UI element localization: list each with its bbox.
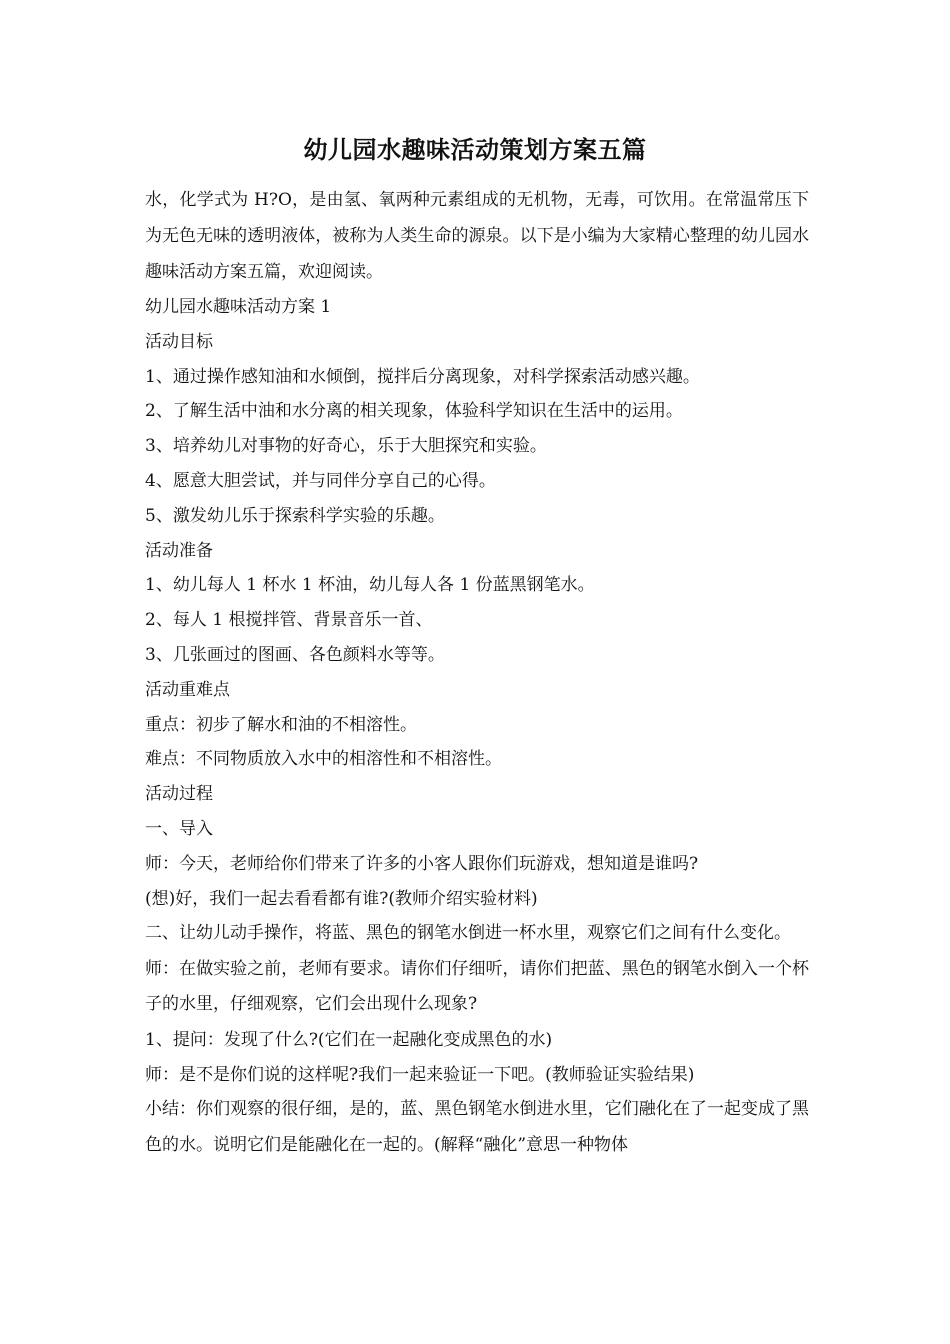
step-heading-hands-on: 二、让幼儿动手操作，将蓝、黑色的钢笔水倒进一杯水里，观察它们之间有什么变化。 bbox=[145, 923, 791, 944]
heading-activity-goals: 活动目标 bbox=[145, 331, 213, 352]
preparation-item: 2、每人 1 根搅拌管、背景音乐一首、 bbox=[145, 610, 433, 631]
intro-paragraph: 水，化学式为 H?O，是由氢、氧两种元素组成的无机物，无毒，可饮用。在常温常压下为无色无味的透明液体，被称为人类生命的源泉。以下是小编为大家精心整理的幼儿园水趣味活动方案五篇，欢迎阅读。 bbox=[145, 190, 809, 282]
heading-key-difficult-points: 活动重难点 bbox=[145, 679, 230, 700]
verification-line: 师：是不是你们说的这样呢?我们一起来验证一下吧。(教师验证实验结果) bbox=[145, 1064, 695, 1085]
heading-activity-process: 活动过程 bbox=[145, 784, 213, 805]
dialogue-line: 师：今天，老师给你们带来了许多的小客人跟你们玩游戏，想知道是谁吗? bbox=[145, 853, 699, 874]
goal-item: 2、了解生活中油和水分离的相关现象，体验科学知识在生活中的运用。 bbox=[145, 401, 683, 422]
teacher-instruction-paragraph: 师：在做实验之前，老师有要求。请你们仔细听，请你们把蓝、黑色的钢笔水倒入一个杯子的水里，仔细观察，它们会出现什么现象? bbox=[145, 958, 809, 1015]
goal-item: 4、愿意大胆尝试，并与同伴分享自己的心得。 bbox=[145, 470, 496, 491]
document-body bbox=[145, 182, 809, 1163]
goal-item: 1、通过操作感知油和水倾倒，搅拌后分离现象，对科学探索活动感兴趣。 bbox=[145, 366, 700, 387]
document-title: 幼儿园水趣味活动策划方案五篇 bbox=[303, 135, 647, 164]
preparation-item: 1、幼儿每人 1 杯水 1 杯油，幼儿每人各 1 份蓝黑钢笔水。 bbox=[145, 575, 595, 596]
section-heading-plan-1: 幼儿园水趣味活动方案 1 bbox=[145, 297, 332, 317]
goal-item: 3、培养幼儿对事物的好奇心，乐于大胆探究和实验。 bbox=[145, 436, 547, 457]
summary-paragraph: 小结：你们观察的很仔细，是的，蓝、黑色钢笔水倒进水里，它们融化在了一起变成了黑色的水。说明它们是能融化在一起的。(解释“融化”意思一种物体 bbox=[145, 1099, 809, 1155]
dialogue-line: (想)好，我们一起去看看都有谁?(教师介绍实验材料) bbox=[145, 888, 538, 909]
step-heading-introduction: 一、导入 bbox=[145, 818, 213, 839]
question-line: 1、提问：发现了什么?(它们在一起融化变成黑色的水) bbox=[145, 1029, 553, 1050]
goal-item: 5、激发幼儿乐于探索科学实验的乐趣。 bbox=[145, 505, 445, 526]
heading-activity-preparation: 活动准备 bbox=[145, 540, 213, 561]
preparation-item: 3、几张画过的图画、各色颜料水等等。 bbox=[145, 644, 445, 665]
difficult-point: 难点：不同物质放入水中的相溶性和不相溶性。 bbox=[145, 749, 502, 770]
key-point: 重点：初步了解水和油的不相溶性。 bbox=[145, 714, 417, 735]
